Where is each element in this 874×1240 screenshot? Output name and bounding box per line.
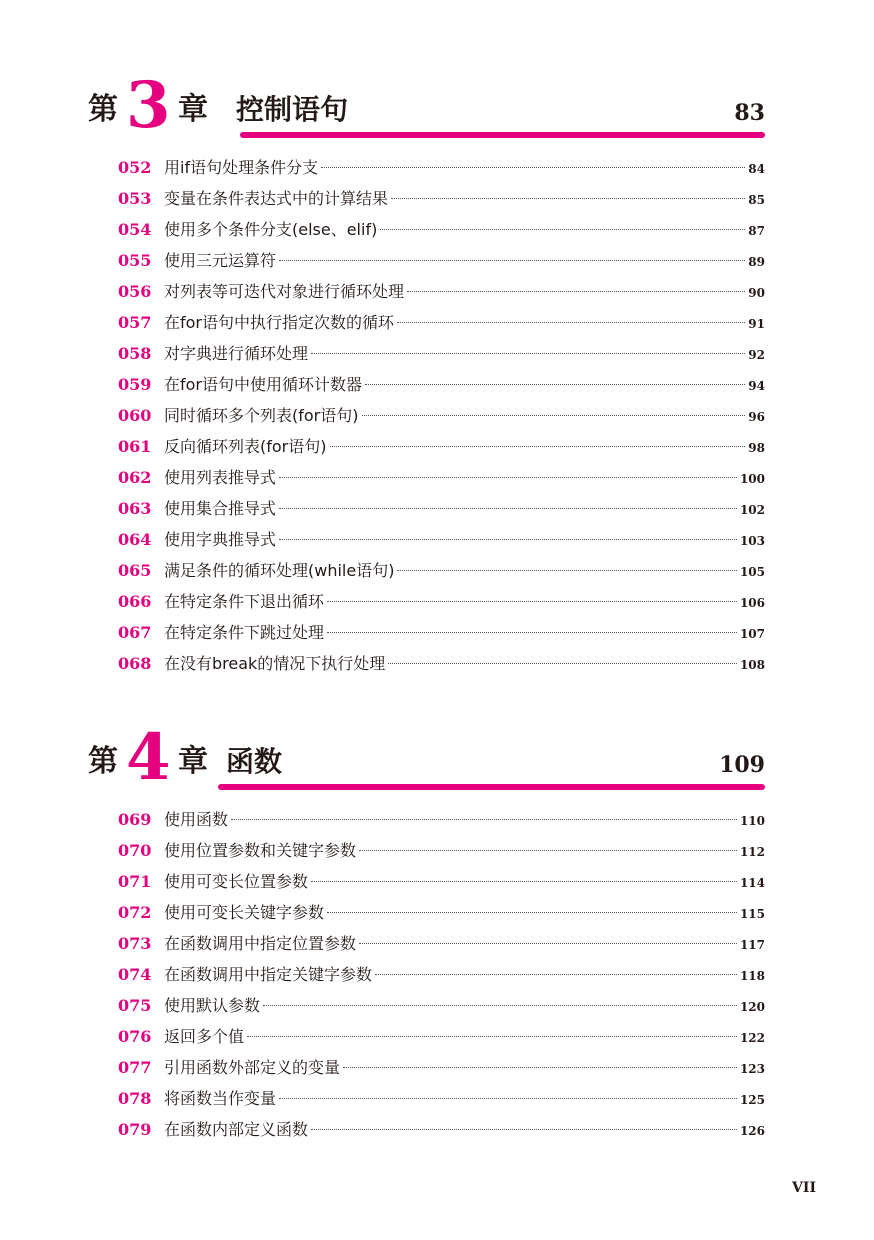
entry-number: 054 (118, 220, 152, 239)
entry-title: 在for语句中执行指定次数的循环 (164, 313, 395, 332)
entry-number: 057 (118, 313, 152, 332)
entry-page: 105 (739, 565, 765, 579)
entry-page: 96 (748, 410, 765, 424)
entry-number: 064 (118, 530, 152, 549)
chapter-suffix: 章 (178, 92, 208, 127)
dot-leader (397, 570, 736, 571)
toc-entry[interactable] (118, 835, 765, 866)
entry-number: 070 (118, 841, 152, 860)
toc-entry[interactable] (118, 431, 765, 462)
page-folio: VII (792, 1180, 816, 1196)
toc-entry[interactable] (118, 897, 765, 928)
toc-list (88, 804, 765, 1145)
entry-title: 返回多个值 (164, 1027, 245, 1046)
chapter-number: 3 (126, 68, 171, 143)
dot-leader (327, 912, 737, 913)
entry-number: 072 (118, 903, 152, 922)
entry-page: 117 (739, 938, 765, 952)
dot-leader (397, 322, 745, 323)
entry-title: 在函数调用中指定关键字参数 (164, 965, 373, 984)
chapter-number: 4 (126, 720, 171, 795)
entry-title: 使用三元运算符 (164, 251, 277, 270)
toc-entry[interactable] (118, 276, 765, 307)
entry-number: 075 (118, 996, 152, 1015)
entry-page: 120 (739, 1000, 765, 1014)
entry-number: 067 (118, 623, 152, 642)
entry-title: 将函数当作变量 (164, 1089, 277, 1108)
entry-number: 060 (118, 406, 152, 425)
entry-title: 在函数调用中指定位置参数 (164, 934, 357, 953)
dot-leader (362, 415, 746, 416)
toc-entry[interactable] (118, 369, 765, 400)
toc-entry[interactable] (118, 804, 765, 835)
dot-leader (375, 974, 737, 975)
toc-entry[interactable] (118, 152, 765, 183)
toc-entry[interactable] (118, 959, 765, 990)
entry-title: 用if语句处理条件分支 (164, 158, 319, 177)
chapter-page: 109 (719, 752, 765, 778)
dot-leader (279, 1098, 737, 1099)
entry-number: 076 (118, 1027, 152, 1046)
entry-page: 94 (748, 379, 765, 393)
entry-page: 114 (739, 876, 765, 890)
toc-entry[interactable] (118, 1052, 765, 1083)
entry-title: 使用位置参数和关键字参数 (164, 841, 357, 860)
dot-leader (330, 446, 746, 447)
entry-page: 90 (748, 286, 765, 300)
entry-page: 110 (739, 814, 765, 828)
dot-leader (311, 353, 745, 354)
entry-title: 在特定条件下退出循环 (164, 592, 325, 611)
dot-leader (327, 601, 737, 602)
entry-number: 073 (118, 934, 152, 953)
entry-title: 使用可变长关键字参数 (164, 903, 325, 922)
chapter-prefix: 第 (88, 744, 118, 779)
entry-page: 89 (748, 255, 765, 269)
entry-number: 053 (118, 189, 152, 208)
dot-leader (279, 260, 745, 261)
entry-title: 满足条件的循环处理(while语句) (164, 561, 395, 580)
toc-entry[interactable] (118, 245, 765, 276)
entry-page: 112 (739, 845, 765, 859)
entry-title: 引用函数外部定义的变量 (164, 1058, 341, 1077)
entry-page: 87 (748, 224, 765, 238)
toc-entry[interactable] (118, 1114, 765, 1145)
entry-number: 059 (118, 375, 152, 394)
entry-title: 反向循环列表(for语句) (164, 437, 327, 456)
entry-number: 078 (118, 1089, 152, 1108)
entry-number: 055 (118, 251, 152, 270)
entry-title: 在特定条件下跳过处理 (164, 623, 325, 642)
chapter-header (88, 68, 765, 143)
entry-page: 123 (739, 1062, 765, 1076)
toc-entry[interactable] (118, 307, 765, 338)
entry-title: 使用函数 (164, 810, 229, 829)
entry-number: 056 (118, 282, 152, 301)
toc-entry[interactable] (118, 400, 765, 431)
entry-page: 103 (739, 534, 765, 548)
dot-leader (327, 632, 737, 633)
dot-leader (279, 508, 737, 509)
entry-title: 使用集合推导式 (164, 499, 277, 518)
entry-page: 115 (739, 907, 765, 921)
entry-number: 071 (118, 872, 152, 891)
toc-entry[interactable] (118, 586, 765, 617)
dot-leader (391, 198, 745, 199)
dot-leader (388, 663, 737, 664)
entry-number: 066 (118, 592, 152, 611)
dot-leader (365, 384, 745, 385)
chapter-4-section (88, 720, 765, 1145)
dot-leader (343, 1067, 737, 1068)
toc-list (88, 152, 765, 679)
toc-entry[interactable] (118, 617, 765, 648)
entry-page: 100 (739, 472, 765, 486)
chapter-suffix: 章 (178, 744, 208, 779)
toc-entry[interactable] (118, 1021, 765, 1052)
chapter-header (88, 720, 765, 795)
entry-page: 85 (748, 193, 765, 207)
entry-page: 91 (748, 317, 765, 331)
entry-title: 在函数内部定义函数 (164, 1120, 309, 1139)
entry-number: 062 (118, 468, 152, 487)
dot-leader (311, 881, 737, 882)
entry-page: 126 (739, 1124, 765, 1138)
dot-leader (279, 477, 737, 478)
entry-title: 同时循环多个列表(for语句) (164, 406, 359, 425)
dot-leader (279, 539, 737, 540)
entry-page: 125 (739, 1093, 765, 1107)
entry-page: 108 (739, 658, 765, 672)
entry-number: 065 (118, 561, 152, 580)
entry-number: 063 (118, 499, 152, 518)
entry-number: 079 (118, 1120, 152, 1139)
entry-number: 077 (118, 1058, 152, 1077)
entry-page: 84 (748, 162, 765, 176)
entry-number: 058 (118, 344, 152, 363)
dot-leader (407, 291, 745, 292)
entry-number: 074 (118, 965, 152, 984)
toc-entry[interactable] (118, 493, 765, 524)
entry-page: 102 (739, 503, 765, 517)
toc-entry[interactable] (118, 928, 765, 959)
toc-entry[interactable] (118, 524, 765, 555)
toc-entry[interactable] (118, 214, 765, 245)
entry-title: 使用默认参数 (164, 996, 261, 1015)
toc-entry[interactable] (118, 338, 765, 369)
dot-leader (321, 167, 745, 168)
entry-page: 107 (739, 627, 765, 641)
dot-leader (231, 819, 737, 820)
entry-number: 069 (118, 810, 152, 829)
dot-leader (263, 1005, 737, 1006)
entry-page: 118 (739, 969, 765, 983)
entry-page: 92 (748, 348, 765, 362)
entry-title: 变量在条件表达式中的计算结果 (164, 189, 389, 208)
entry-title: 对字典进行循环处理 (164, 344, 309, 363)
entry-page: 98 (748, 441, 765, 455)
entry-number: 052 (118, 158, 152, 177)
toc-entry[interactable] (118, 462, 765, 493)
dot-leader (311, 1129, 737, 1130)
toc-entry[interactable] (118, 183, 765, 214)
dot-leader (359, 850, 737, 851)
entry-title: 使用列表推导式 (164, 468, 277, 487)
entry-title: 在for语句中使用循环计数器 (164, 375, 363, 394)
entry-page: 106 (739, 596, 765, 610)
entry-number: 068 (118, 654, 152, 673)
chapter-page: 83 (734, 100, 765, 126)
dot-leader (247, 1036, 737, 1037)
entry-title: 对列表等可迭代对象进行循环处理 (164, 282, 405, 301)
chapter-title: 函数 (226, 745, 283, 778)
entry-number: 061 (118, 437, 152, 456)
entry-page: 122 (739, 1031, 765, 1045)
toc-entry[interactable] (118, 1083, 765, 1114)
toc-entry[interactable] (118, 555, 765, 586)
chapter-prefix: 第 (88, 92, 118, 127)
chapter-3-section (88, 68, 765, 679)
chapter-title: 控制语句 (236, 93, 349, 126)
entry-title: 使用可变长位置参数 (164, 872, 309, 891)
dot-leader (359, 943, 737, 944)
entry-title: 使用多个条件分支(else、elif) (164, 220, 378, 239)
toc-entry[interactable] (118, 648, 765, 679)
toc-entry[interactable] (118, 866, 765, 897)
entry-title: 使用字典推导式 (164, 530, 277, 549)
dot-leader (380, 229, 745, 230)
entry-title: 在没有break的情况下执行处理 (164, 654, 386, 673)
chapter-underline (240, 132, 765, 138)
chapter-underline (218, 784, 765, 790)
toc-entry[interactable] (118, 990, 765, 1021)
